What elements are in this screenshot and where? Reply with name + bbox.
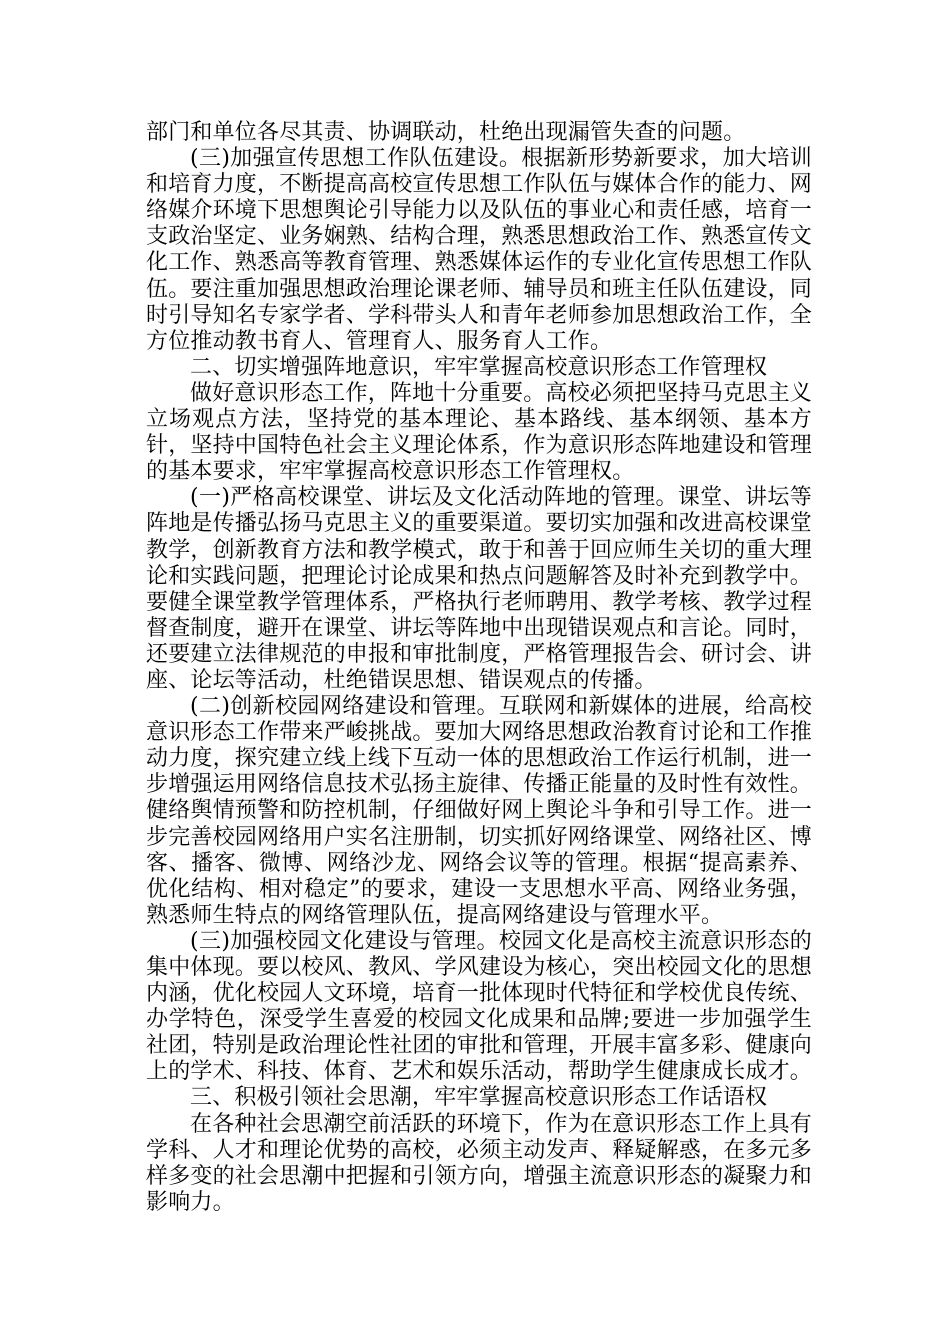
paragraph-propaganda-team: (三)加强宣传思想工作队伍建设。根据新形势新要求，加大培训和培育力度，不断提高高校宣传思想工作队伍与媒体合作的能力、网络媒介环境下思想舆论引导能力以及队伍的事业心和责任感，培育一支政治坚定、业务娴熟、结构合理，熟悉思想政治工作、熟悉宣传文化工作、熟悉高等教育管理、熟悉媒体运作的专业化宣传思想工作队伍。要注重加强思想政治理论课老师、辅导员和班主任队伍建设，同时引导知名专家学者、学科带头人和青年老师参加思想政治工作，全方位推动教书育人、管理育人、服务育人工作。 — [146, 146, 813, 354]
paragraph-social-trends: 在各种社会思潮空前活跃的环境下，作为在意识形态工作上具有学科、人才和理论优势的高校，必须主动发声、释疑解惑，在多元多样多变的社会思潮中把握和引领方向，增强主流意识形态的凝聚力和影响力。 — [146, 1111, 813, 1215]
paragraph-continuation: 部门和单位各尽其责、协调联动，杜绝出现漏管失查的问题。 — [146, 120, 746, 145]
paragraph-campus-culture: (三)加强校园文化建设与管理。校园文化是高校主流意识形态的集中体现。要以校风、教风、学风建设为核心，突出校园文化的思想内涵，优化校园人文环境，培育一批体现时代特征和学校优良传统、办学特色，深受学生喜爱的校园文化成果和品牌;要进一步加强学生社团，特别是政治理论性社团的审批和管理，开展丰富多彩、健康向上的学术、科技、体育、艺术和娱乐活动，帮助学生健康成长成才。 — [146, 928, 813, 1085]
paragraph-network-management: (二)创新校园网络建设和管理。互联网和新媒体的进展，给高校意识形态工作带来严峻挑战。要加大网络思想政治教育讨论和工作推动力度，探究建立线上线下互动一体的思想政治工作运行机制，进一步增强运用网络信息技术弘扬主旋律、传播正能量的及时性有效性。健络舆情预警和防控机制，仔细做好网上舆论斗争和引导工作。进一步完善校园网络用户实名注册制，切实抓好网络课堂、网络社区、博客、播客、微博、网络沙龙、网络会议等的管理。根据“提高素养、优化结构、相对稳定”的要求，建设一支思想水平高、网络业务强，熟悉师生特点的网络管理队伍，提高网络建设与管理水平。 — [146, 694, 813, 928]
paragraph-classroom-management: (一)严格高校课堂、讲坛及文化活动阵地的管理。课堂、讲坛等阵地是传播弘扬马克思主义的重要渠道。要切实加强和改进高校课堂教学，创新教育方法和教学模式，敢于和善于回应师生关切的重大理论和实践问题，把理论讨论成果和热点问题解答及时补充到教学中。要健全课堂教学管理体系，严格执行老师聘用、教学考核、教学过程督查制度，避开在课堂、讲坛等阵地中出现错误观点和言论。同时，还要建立法律规范的申报和审批制度，严格管理报告会、研讨会、讲座、论坛等活动，杜绝错误思想、错误观点的传播。 — [146, 485, 813, 693]
section-heading-3: 三、积极引领社会思潮，牢牢掌握高校意识形态工作话语权 — [190, 1085, 768, 1111]
section-heading-2: 二、切实增强阵地意识，牢牢掌握高校意识形态工作管理权 — [190, 354, 768, 380]
document-body — [146, 120, 812, 1216]
paragraph-position-intro: 做好意识形态工作，阵地十分重要。高校必须把坚持马克思主义立场观点方法，坚持党的基本理论、基本路线、基本纲领、基本方针，坚持中国特色社会主义理论体系，作为意识形态阵地建设和管理的基本要求，牢牢掌握高校意识形态工作管理权。 — [146, 380, 813, 485]
